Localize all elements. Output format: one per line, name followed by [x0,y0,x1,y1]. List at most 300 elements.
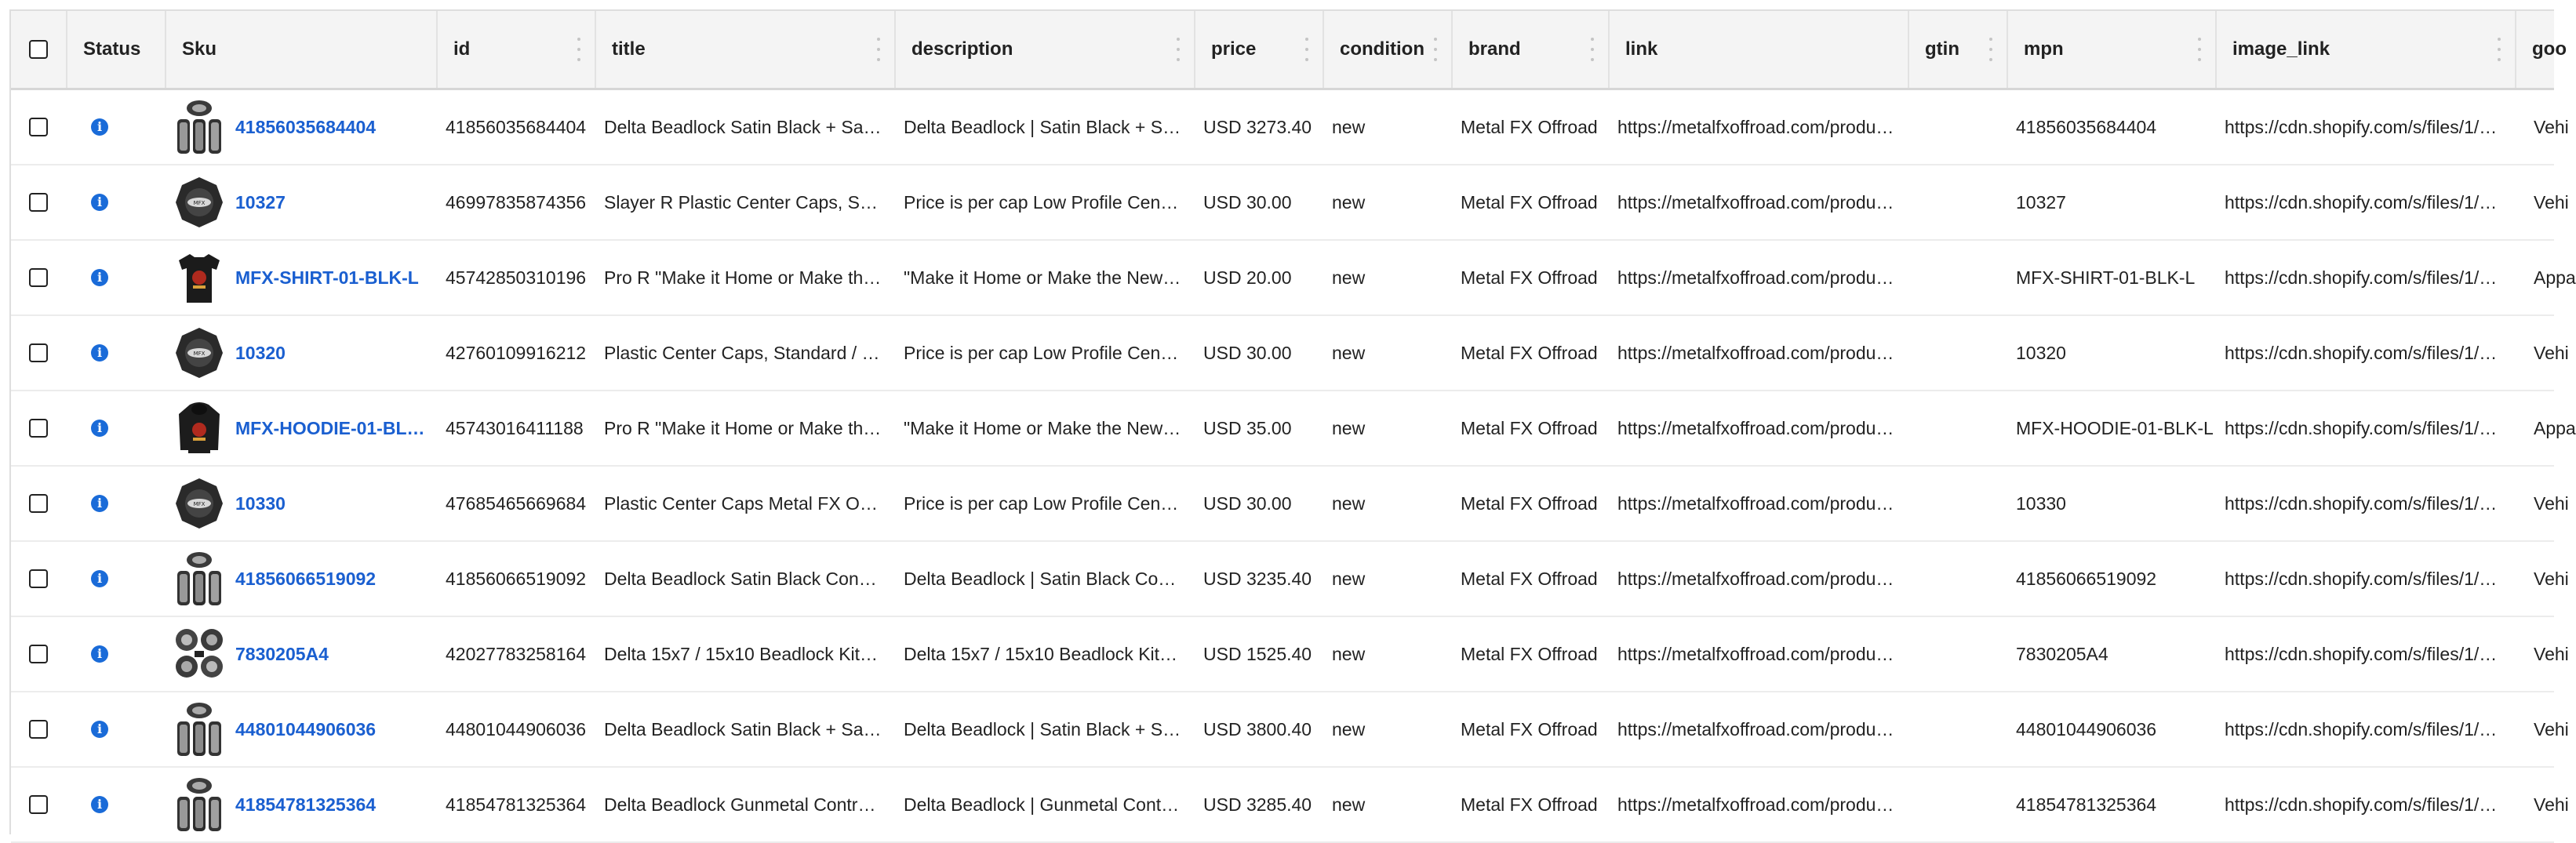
product-thumbnail [173,624,226,684]
row-checkbox[interactable] [29,645,48,663]
column-resize-handle-icon[interactable] [1174,38,1182,61]
column-resize-handle-icon[interactable] [1303,38,1311,61]
product-thumbnail [173,323,226,383]
title-value: Delta Beadlock Satin Black Con… [604,568,877,589]
row-checkbox[interactable] [29,193,48,212]
row-select-cell [11,617,66,691]
condition-cell [1324,542,1451,616]
row-checkbox[interactable] [29,720,48,739]
mpn-cell [2008,391,2215,465]
mpn-value: 10320 [2016,342,2066,363]
description-cell [896,90,1194,164]
status-cell [67,542,165,616]
id-cell [438,90,595,164]
id-cell [438,542,595,616]
svg-text:MFX: MFX [193,200,206,206]
column-resize-handle-icon[interactable] [575,38,583,61]
link-value: https://metalfxoffroad.com/produ… [1617,718,1894,739]
id-cell [438,467,595,540]
brand-value: Metal FX Offroad [1461,342,1598,363]
mpn-value: 41856035684404 [2016,116,2157,137]
condition-value: new [1332,794,1366,815]
gtin-cell [1909,165,2007,239]
link-value: https://metalfxoffroad.com/produ… [1617,116,1894,137]
category-value: Appa [2534,267,2576,288]
row-checkbox[interactable] [29,569,48,588]
table-row[interactable] [11,542,2569,617]
id-value: 44801044906036 [446,718,587,739]
id-value: 46997835874356 [446,191,587,213]
header-image-link[interactable] [2217,11,2515,88]
condition-cell [1324,316,1451,390]
row-checkbox[interactable] [29,118,48,136]
link-value: https://metalfxoffroad.com/produ… [1617,267,1894,288]
condition-value: new [1332,267,1366,288]
table-row[interactable] [11,90,2569,165]
link-cell [1610,617,1908,691]
brand-value: Metal FX Offroad [1461,492,1598,514]
title-value: Plastic Center Caps Metal FX O… [604,492,878,514]
mpn-cell [2008,467,2215,540]
image-link-value: https://cdn.shopify.com/s/files/1/… [2225,342,2498,363]
status-cell [67,90,165,164]
price-cell [1195,391,1323,465]
header-condition-label: condition [1340,38,1424,60]
header-google-product-category-label: goo [2532,38,2567,60]
price-value: USD 35.00 [1203,417,1292,438]
description-value: Delta Beadlock | Gunmetal Cont… [904,794,1180,815]
category-value: Vehi [2534,116,2569,137]
row-checkbox[interactable] [29,268,48,287]
link-value: https://metalfxoffroad.com/produ… [1617,492,1894,514]
image-link-value: https://cdn.shopify.com/s/files/1/… [2225,267,2498,288]
header-title-label: title [612,38,646,60]
product-thumbnail [173,173,226,232]
price-value: USD 3273.40 [1203,116,1312,137]
title-cell [596,768,894,841]
table-row[interactable] [11,241,2576,316]
category-cell [2516,617,2569,691]
image-link-cell [2217,768,2515,841]
sku-link[interactable]: 44801044906036 [235,718,377,739]
id-value: 45742850310196 [446,267,587,288]
image-link-value: https://cdn.shopify.com/s/files/1/… [2225,643,2498,664]
row-select-cell [11,542,66,616]
price-value: USD 1525.40 [1203,643,1312,664]
price-cell [1195,90,1323,164]
id-value: 41856035684404 [446,116,587,137]
gtin-cell [1909,391,2007,465]
sku-link[interactable]: 41856066519092 [235,568,377,589]
column-resize-handle-icon[interactable] [2196,38,2203,61]
category-value: Vehi [2534,191,2569,213]
link-cell [1610,316,1908,390]
image-link-cell [2217,617,2515,691]
description-cell [896,391,1194,465]
price-value: USD 30.00 [1203,342,1292,363]
brand-value: Metal FX Offroad [1461,417,1598,438]
price-value: USD 3800.40 [1203,718,1312,739]
info-icon[interactable]: i [91,420,108,437]
header-sku[interactable] [166,11,436,88]
header-brand-label: brand [1468,38,1521,60]
image-link-value: https://cdn.shopify.com/s/files/1/… [2225,568,2498,589]
description-cell [896,467,1194,540]
brand-cell [1453,90,1608,164]
header-price-label: price [1211,38,1257,60]
category-cell [2516,467,2569,540]
description-cell [896,165,1194,239]
mpn-cell [2008,617,2215,691]
info-icon[interactable]: i [91,570,108,587]
title-cell [596,165,894,239]
sku-cell [166,542,436,616]
grid-header [11,11,2567,90]
title-value: Delta Beadlock Satin Black + Sa… [604,718,882,739]
link-cell [1610,692,1908,766]
condition-cell [1324,467,1451,540]
sku-link[interactable]: MFX-HOODIE-01-BL… [235,417,425,438]
category-cell [2516,542,2569,616]
condition-value: new [1332,718,1366,739]
info-icon[interactable]: i [91,118,108,136]
title-cell [596,391,894,465]
gtin-cell [1909,241,2007,314]
price-value: USD 3285.40 [1203,794,1312,815]
image-link-cell [2217,692,2515,766]
link-cell [1610,90,1908,164]
header-status[interactable] [67,11,165,88]
category-value: Vehi [2534,568,2569,589]
category-cell [2516,391,2576,465]
price-cell [1195,241,1323,314]
sku-link[interactable]: 41854781325364 [235,794,377,815]
info-icon[interactable]: i [91,269,108,286]
gtin-cell [1909,617,2007,691]
product-thumbnail [173,97,226,157]
gtin-cell [1909,542,2007,616]
link-value: https://metalfxoffroad.com/produ… [1617,191,1894,213]
category-cell [2516,241,2576,314]
info-icon[interactable]: i [91,194,108,211]
condition-value: new [1332,191,1366,213]
id-value: 42027783258164 [446,643,587,664]
description-value: "Make it Home or Make the New… [904,417,1181,438]
title-value: Delta Beadlock Satin Black + Sa… [604,116,882,137]
row-select-cell [11,467,66,540]
table-row[interactable] [11,391,2576,467]
header-status-label: Status [83,38,141,60]
image-link-cell [2217,542,2515,616]
id-cell [438,391,595,465]
header-gtin[interactable] [1909,11,2007,88]
image-link-cell [2217,165,2515,239]
link-value: https://metalfxoffroad.com/produ… [1617,417,1894,438]
title-cell [596,90,894,164]
table-row[interactable] [11,316,2569,391]
link-value: https://metalfxoffroad.com/produ… [1617,568,1894,589]
price-cell [1195,617,1323,691]
table-row[interactable] [11,692,2569,768]
status-cell [67,316,165,390]
status-cell [67,617,165,691]
mpn-value: 44801044906036 [2016,718,2157,739]
mpn-cell [2008,316,2215,390]
title-cell [596,692,894,766]
description-cell [896,617,1194,691]
category-cell [2516,768,2569,841]
sku-cell [166,391,436,465]
title-value: Delta 15x7 / 15x10 Beadlock Kit… [604,643,879,664]
mpn-value: 7830205A4 [2016,643,2108,664]
description-cell [896,768,1194,841]
row-select-cell [11,316,66,390]
id-cell [438,692,595,766]
condition-value: new [1332,342,1366,363]
info-icon[interactable]: i [91,344,108,362]
description-cell [896,316,1194,390]
row-select-cell [11,90,66,164]
brand-cell [1453,768,1608,841]
condition-value: new [1332,116,1366,137]
header-id[interactable] [438,11,595,88]
description-cell [896,692,1194,766]
link-value: https://metalfxoffroad.com/produ… [1617,794,1894,815]
price-cell [1195,165,1323,239]
product-thumbnail [173,398,226,458]
image-link-value: https://cdn.shopify.com/s/files/1/… [2225,116,2498,137]
condition-cell [1324,692,1451,766]
description-value: Delta 15x7 / 15x10 Beadlock Kit… [904,643,1178,664]
category-value: Vehi [2534,643,2569,664]
description-value: Delta Beadlock | Satin Black + S… [904,718,1181,739]
title-cell [596,542,894,616]
sku-cell [166,768,436,841]
description-value: Price is per cap Low Profile Cen… [904,342,1179,363]
price-cell [1195,768,1323,841]
title-cell [596,617,894,691]
price-cell [1195,542,1323,616]
status-cell [67,391,165,465]
header-title[interactable] [596,11,894,88]
mpn-value: MFX-HOODIE-01-BLK-L [2016,417,2214,438]
price-value: USD 3235.40 [1203,568,1312,589]
brand-value: Metal FX Offroad [1461,116,1598,137]
header-description-label: description [911,38,1013,60]
price-value: USD 20.00 [1203,267,1292,288]
image-link-cell [2217,316,2515,390]
column-resize-handle-icon[interactable] [1588,38,1596,61]
brand-value: Metal FX Offroad [1461,191,1598,213]
image-link-value: https://cdn.shopify.com/s/files/1/… [2225,492,2498,514]
id-value: 42760109916212 [446,342,587,363]
id-cell [438,617,595,691]
header-link[interactable] [1610,11,1908,88]
condition-value: new [1332,568,1366,589]
description-cell [896,542,1194,616]
link-cell [1610,391,1908,465]
brand-value: Metal FX Offroad [1461,794,1598,815]
mpn-value: 41856066519092 [2016,568,2157,589]
image-link-value: https://cdn.shopify.com/s/files/1/… [2225,718,2498,739]
id-value: 41854781325364 [446,794,587,815]
link-value: https://metalfxoffroad.com/produ… [1617,342,1894,363]
price-value: USD 30.00 [1203,191,1292,213]
condition-cell [1324,391,1451,465]
category-cell [2516,90,2569,164]
sku-link[interactable]: 41856035684404 [235,116,377,137]
header-mpn[interactable] [2008,11,2215,88]
mpn-value: 41854781325364 [2016,794,2157,815]
description-value: Delta Beadlock | Satin Black + S… [904,116,1181,137]
mpn-cell [2008,241,2215,314]
price-cell [1195,692,1323,766]
image-link-cell [2217,467,2515,540]
sku-cell [166,241,436,314]
header-google-product-category[interactable] [2516,11,2567,88]
table-row[interactable] [11,617,2569,692]
header-description[interactable] [896,11,1194,88]
category-value: Vehi [2534,718,2569,739]
sku-cell [166,316,436,390]
sku-cell [166,467,436,540]
id-cell [438,316,595,390]
table-row[interactable] [11,165,2569,241]
link-cell [1610,241,1908,314]
brand-cell [1453,391,1608,465]
product-data-grid [9,9,2576,834]
mpn-cell [2008,165,2215,239]
row-select-cell [11,692,66,766]
price-cell [1195,467,1323,540]
sku-link[interactable]: 10320 [235,342,286,363]
description-value: "Make it Home or Make the New… [904,267,1181,288]
info-icon[interactable]: i [91,721,108,738]
category-cell [2516,316,2569,390]
brand-value: Metal FX Offroad [1461,718,1598,739]
column-resize-handle-icon[interactable] [1987,38,1995,61]
brand-cell [1453,165,1608,239]
row-checkbox[interactable] [29,795,48,814]
svg-text:MFX: MFX [193,351,206,357]
category-value: Appa [2534,417,2576,438]
product-thumbnail [173,549,226,609]
title-value: Pro R "Make it Home or Make th… [604,267,882,288]
status-cell [67,165,165,239]
condition-cell [1324,241,1451,314]
status-cell [67,692,165,766]
condition-cell [1324,165,1451,239]
category-value: Vehi [2534,492,2569,514]
image-link-value: https://cdn.shopify.com/s/files/1/… [2225,191,2498,213]
title-cell [596,316,894,390]
mpn-value: MFX-SHIRT-01-BLK-L [2016,267,2196,288]
table-row[interactable] [11,768,2569,843]
gtin-cell [1909,467,2007,540]
row-select-cell [11,768,66,841]
mpn-cell [2008,692,2215,766]
gtin-cell [1909,692,2007,766]
header-condition[interactable] [1324,11,1451,88]
link-cell [1610,768,1908,841]
condition-cell [1324,768,1451,841]
header-link-label: link [1625,38,1658,60]
product-thumbnail [173,248,226,307]
mpn-value: 10327 [2016,191,2066,213]
row-select-cell [11,165,66,239]
sku-link[interactable]: 10330 [235,492,286,514]
mpn-cell [2008,90,2215,164]
table-row[interactable] [11,467,2569,542]
header-brand[interactable] [1453,11,1608,88]
category-cell [2516,165,2569,239]
brand-cell [1453,617,1608,691]
sku-link[interactable]: MFX-SHIRT-01-BLK-L [235,267,419,288]
description-value: Delta Beadlock | Satin Black Co… [904,568,1177,589]
title-value: Plastic Center Caps, Standard / … [604,342,880,363]
brand-cell [1453,692,1608,766]
brand-cell [1453,467,1608,540]
status-cell [67,768,165,841]
row-checkbox[interactable] [29,419,48,438]
brand-value: Metal FX Offroad [1461,643,1598,664]
status-cell [67,241,165,314]
brand-value: Metal FX Offroad [1461,267,1598,288]
status-cell [67,467,165,540]
price-cell [1195,316,1323,390]
image-link-value: https://cdn.shopify.com/s/files/1/… [2225,417,2498,438]
row-select-cell [11,391,66,465]
condition-value: new [1332,492,1366,514]
column-resize-handle-icon[interactable] [1432,38,1439,61]
sku-link[interactable]: 7830205A4 [235,643,329,664]
select-all-cell [11,11,66,88]
sku-cell [166,692,436,766]
row-select-cell [11,241,66,314]
title-cell [596,467,894,540]
product-thumbnail [173,474,226,533]
column-resize-handle-icon[interactable] [875,38,882,61]
column-resize-handle-icon[interactable] [2495,38,2503,61]
brand-cell [1453,542,1608,616]
header-price[interactable] [1195,11,1323,88]
header-mpn-label: mpn [2024,38,2064,60]
header-sku-label: Sku [182,38,217,60]
info-icon[interactable]: i [91,495,108,512]
info-icon[interactable]: i [91,645,108,663]
brand-value: Metal FX Offroad [1461,568,1598,589]
row-checkbox[interactable] [29,494,48,513]
sku-cell [166,165,436,239]
header-id-label: id [453,38,471,60]
mpn-cell [2008,768,2215,841]
condition-value: new [1332,643,1366,664]
category-cell [2516,692,2569,766]
category-value: Vehi [2534,342,2569,363]
link-cell [1610,165,1908,239]
row-checkbox[interactable] [29,343,48,362]
description-value: Price is per cap Low Profile Cen… [904,191,1179,213]
gtin-cell [1909,90,2007,164]
title-value: Slayer R Plastic Center Caps, S… [604,191,878,213]
id-cell [438,241,595,314]
gtin-cell [1909,316,2007,390]
sku-cell [166,90,436,164]
info-icon[interactable]: i [91,796,108,813]
sku-link[interactable]: 10327 [235,191,286,213]
select-all-checkbox[interactable] [29,40,48,59]
category-value: Vehi [2534,794,2569,815]
